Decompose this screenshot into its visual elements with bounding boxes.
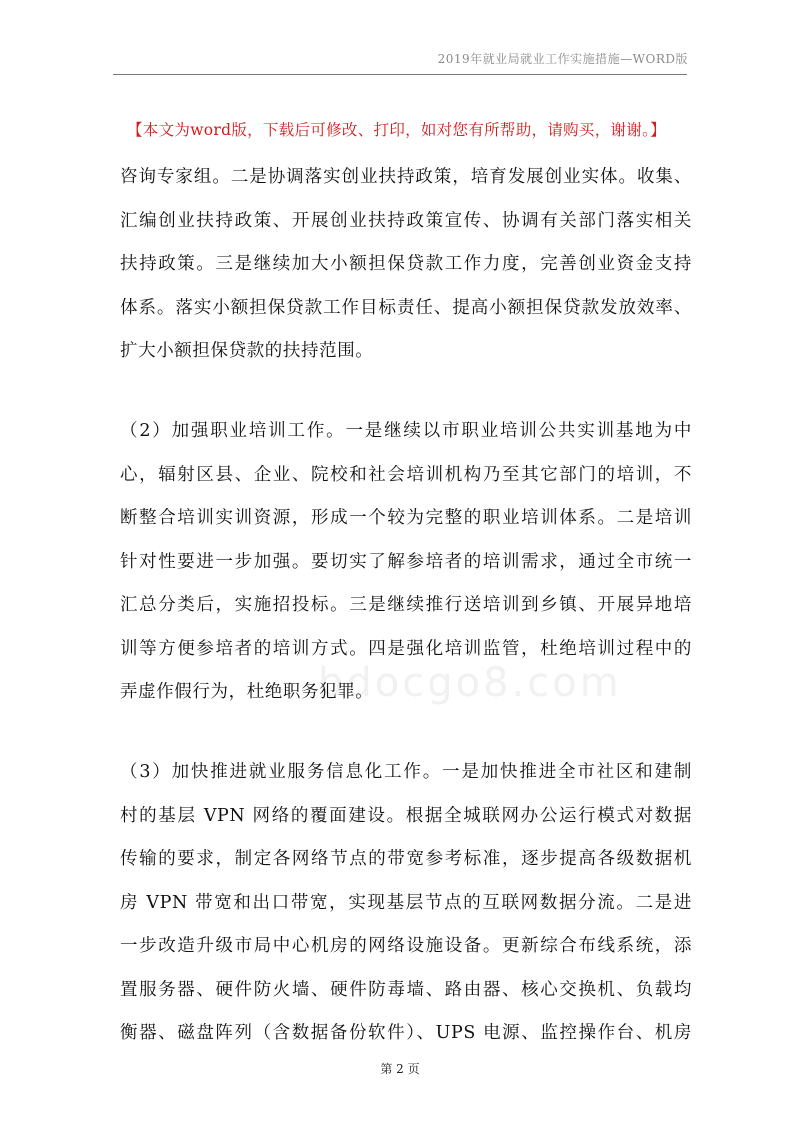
paragraph-line: （3）加快推进就业服务信息化工作。一是加快推进全市社区和建制 [120,762,692,782]
paragraph-line: 置服务器、硬件防火墙、硬件防毒墙、路由器、核心交换机、负载均 [120,979,692,1000]
paragraph-line: 体系。落实小额担保贷款工作目标责任、提高小额担保贷款发放效率、 [120,297,692,318]
paragraph-line: 房 VPN 带宽和出口带宽，实现基层节点的互联网数据分流。二是进 [120,892,692,913]
paragraph-line: （2）加强职业培训工作。一是继续以市职业培训公共实训基地为中 [120,421,692,441]
download-notice: 【本文为word版，下载后可修改、打印，如对您有所帮助，请购买，谢谢。】 [127,121,666,139]
watermark-text: bdocgo8.com [318,660,622,706]
paragraph-line: 扶持政策。三是继续加大小额担保贷款工作力度，完善创业资金支持 [120,254,692,274]
paragraph-line: 咨询专家组。二是协调落实创业扶持政策，培育发展创业实体。收集、 [120,167,692,187]
page-number: 第 2 页 [380,1062,420,1076]
paragraph-vocational-training [120,410,692,715]
paragraph-startup-support [120,156,692,374]
paragraph-line: 汇总分类后，实施招投标。三是继续推行送培训到乡镇、开展异地培 [120,595,692,615]
paragraph-line: 心，辐射区县、企业、院校和社会培训机构乃至其它部门的培训，不 [120,464,692,485]
page-header-title: 2019年就业局就业工作实施措施—WORD版 [437,52,688,66]
paragraph-line: 汇编创业扶持政策、开展创业扶持政策宣传、协调有关部门落实相关 [120,210,692,231]
paragraph-line: 断整合培训实训资源，形成一个较为完整的职业培训体系。二是培训 [120,508,692,528]
paragraph-line: 村的基层 VPN 网络的覆面建设。根据全城联网办公运行模式对数据 [120,805,692,826]
header-divider [113,74,687,75]
paragraph-informatization [120,751,692,1056]
paragraph-line: 衡器、磁盘阵列（含数据备份软件）、UPS 电源、监控操作台、机房 [120,1023,692,1043]
paragraph-line: 扩大小额担保贷款的扶持范围。 [120,341,374,361]
paragraph-line: 弄虚作假行为，杜绝职务犯罪。 [120,682,374,702]
paragraph-line: 针对性要进一步加强。要切实了解参培者的培训需求，通过全市统一 [120,551,692,572]
paragraph-line: 一步改造升级市局中心机房的网络设施设备。更新综合布线系统，添 [120,936,692,956]
paragraph-line: 训等方便参培者的培训方式。四是强化培训监管，杜绝培训过程中的 [120,638,692,659]
paragraph-line: 传输的要求，制定各网络节点的带宽参考标准，逐步提高各级数据机 [120,849,692,869]
